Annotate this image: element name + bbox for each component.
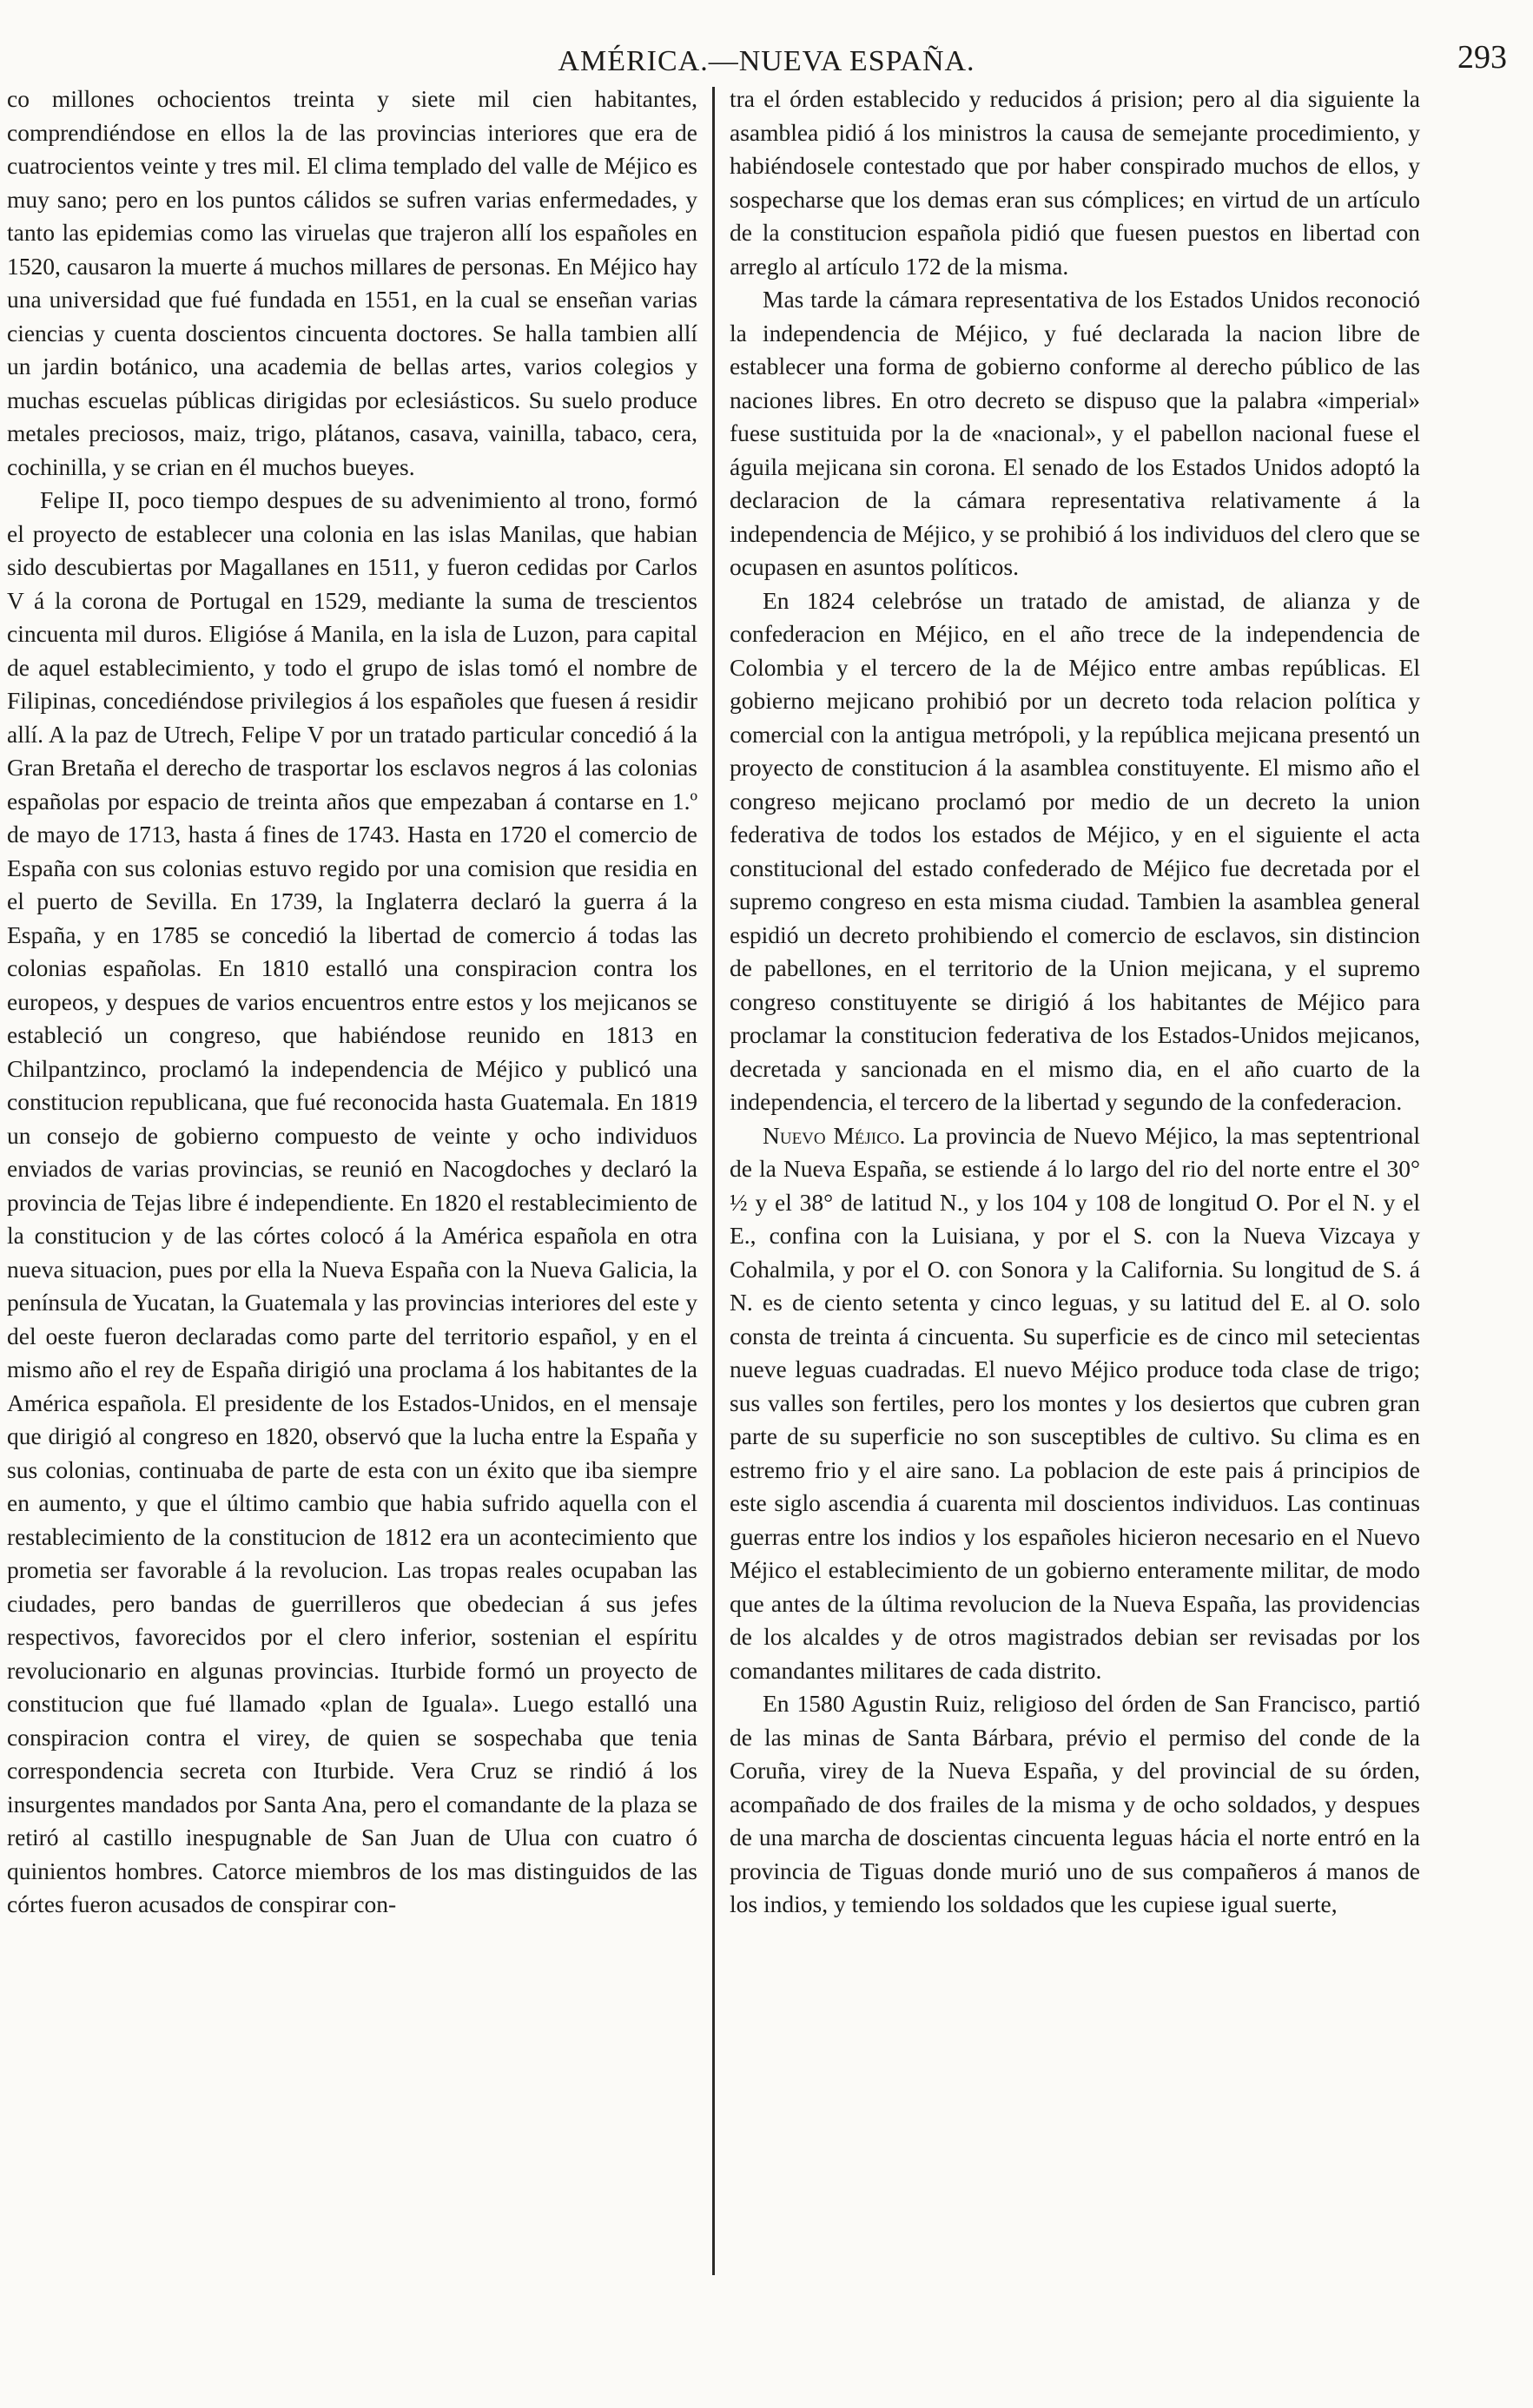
paragraph-text: La provincia de Nuevo Méjico, la mas septentrional de la Nueva España, se estiende á lo largo del rio del norte entre el 30° ½ y el 38° de latitud N., y los 104 y 108 de longitud O. Por el N. y el E., confina con la Luisiana, y por el S. con la Nueva Vizcaya y Cohalmila, y por el O. con Sonora y la California. Su longitud de S. á N. es de ciento setenta y cinco leguas, y su latitud del E. al O. solo consta de treinta á cincuenta. Su superficie es de cinco mil setecientas nueve leguas cuadradas. El nuevo Méjico produce toda clase de trigo; sus valles son fertiles, pero los montes y los desiertos que cubren gran parte de su superficie no son susceptibles de cultivo. Su clima es en estremo frio y el aire sano. La poblacion de este pais á principios de este siglo ascendia á cuarenta mil doscientos individuos. Las continuas guerras entre los indios y los españoles hicieron necesario en el Nuevo Méjico el establecimiento de un gobierno enteramente militar, de modo que antes de la última revolucion de la Nueva España, las providencias de los alcaldes y de otros magistrados debian ser revisadas por los comandantes militares de cada distrito. <box>730 1121 1420 1684</box>
column-divider <box>712 87 715 2275</box>
paragraph <box>730 1119 1420 1688</box>
paragraph: En 1580 Agustin Ruiz, religioso del órden de San Francisco, partió de las minas de Santa Bárbara, prévio el permiso del conde de la Coruña, virey de la Nueva España, y del provincial de su órden, acompañado de dos frailes de la misma y de ocho soldados, y despues de una marcha de doscientas cincuenta leguas hácia el norte entró en la provincia de Tiguas donde murió uno de sus compañeros á manos de los indios, y temiendo los soldados que les cupiese igual suerte, <box>730 1690 1420 1917</box>
left-column <box>7 82 697 1922</box>
paragraph: Mas tarde la cámara representativa de los Estados Unidos reconoció la independencia de Méjico, y fué declarada la nacion libre de establecer una forma de gobierno conforme al derecho público de las naciones libres. En otro decreto se dispuso que la palabra «imperial» fuese sustituida por la de «nacional», y el pabellon nacional fuese el águila mejicana sin corona. El senado de los Estados Unidos adoptó la declaracion de la cámara representativa relativamente á la independencia de Méjico, y se prohibió á los individuos del clero que se ocupasen en asuntos políticos. <box>730 286 1420 580</box>
running-header <box>0 33 1533 85</box>
right-column <box>730 82 1420 1922</box>
section-lead: Nuevo Méjico. <box>763 1121 906 1149</box>
page-number: 293 <box>1457 39 1507 76</box>
page-title: AMÉRICA.—NUEVA ESPAÑA. <box>558 45 975 77</box>
paragraph: tra el órden establecido y reducidos á prision; pero al dia siguiente la asamblea pidió á los ministros la causa de semejante procedimiento, y habiéndosele contestado que por haber conspirado muchos de ellos, y sospecharse que los demas eran sus cómplices; en virtud de un artículo de la constitucion española pidió que fuesen puestos en libertad con arreglo al artículo 172 de la misma. <box>730 85 1420 280</box>
paragraph: En 1824 celebróse un tratado de amistad, de alianza y de confederacion en Méjico, en el año trece de la independencia de Colombia y el tercero de la de Méjico entre ambas repúblicas. El gobierno mejicano prohibió por un decreto toda relacion política y comercial con la antigua metrópoli, y la república mejicana presentó un proyecto de constitucion á la asamblea constituyente. El mismo año el congreso mejicano proclamó por medio de un decreto la union federativa de todos los estados de Méjico, y en el siguiente el acta constitucional del estado confederado de Méjico fue decretada por el supremo congreso en esta misma ciudad. Tambien la asamblea general espidió un decreto prohibiendo el comercio de esclavos, sin distincion de pabellones, en el territorio de la Union mejicana, y el supremo congreso constituyente se dirigió á los habitantes de Méjico para proclamar la constitucion federativa de los Estados-Unidos mejicanos, decretada y sancionada en el mismo dia, en el año cuarto de la independencia, el tercero de la libertad y segundo de la confederacion. <box>730 586 1420 1115</box>
paragraph: Felipe II, poco tiempo despues de su advenimiento al trono, formó el proyecto de establecer una colonia en las islas Manilas, que habian sido descubiertas por Magallanes en 1511, y fueron cedidas por Carlos V á la corona de Portugal en 1529, mediante la suma de trescientos cincuenta mil duros. Eligióse á Manila, en la isla de Luzon, para capital de aquel establecimiento, y todo el grupo de islas tomó el nombre de Filipinas, concediéndose privilegios á los españoles que fuesen á residir allí. A la paz de Utrech, Felipe V por un tratado particular concedió á la Gran Bretaña el derecho de trasportar los esclavos negros á las colonias españolas por espacio de treinta años que empezaban á contarse en 1.º de mayo de 1713, hasta á fines de 1743. Hasta en 1720 el comercio de España con sus colonias estuvo regido por una comision que residia en el puerto de Sevilla. En 1739, la Inglaterra declaró la guerra á la España, y en 1785 se concedió la libertad de comercio á todas las colonias españolas. En 1810 estalló una conspiracion contra los europeos, y despues de varios encuentros entre estos y los mejicanos se estableció un congreso, que habiéndose reunido en 1813 en Chilpantzinco, proclamó la independencia de Méjico y publicó una constitucion republicana, que fué reconocida hasta Guatemala. En 1819 un consejo de gobierno compuesto de veinte y ocho individuos enviados de varias provincias, se reunió en Nacogdoches y declaró la provincia de Tejas libre é independiente. En 1820 el restablecimiento de la constitucion y de las córtes colocó á la América española en otra nueva situacion, pues por ella la Nueva España con la Nueva Galicia, la península de Yucatan, la Guatemala y las provincias interiores del este y del oeste fueron declaradas como parte del territorio español, y en el mismo año el rey de España dirigió una proclama á los habitantes de la América española. El presidente de los Estados-Unidos, en el mensaje que dirigió al congreso en 1820, observó que la lucha entre la España y sus colonias, continuaba de parte de esta con un éxito que iba siempre en aumento, y que el último cambio que habia sufrido aquella con el restablecimiento de la constitucion de 1812 era un acontecimiento que prometia ser favorable á la revolucion. Las tropas reales ocupaban las ciudades, pero bandas de guerrilleros que obedecian á sus jefes respectivos, favorecidos por el clero inferior, sostenian el espíritu revolucionario en algunas provincias. Iturbide formó un proyecto de constitucion que fué llamado «plan de Iguala». Luego estalló una conspiracion contra el virey, de quien se sospechaba que tenia correspondencia secreta con Iturbide. Vera Cruz se rindió á los insurgentes mandados por Santa Ana, pero el comandante de la plaza se retiró al castillo inespugnable de San Juan de Ulua con cuatro ó quinientos hombres. Catorce miembros de los mas distinguidos de las córtes fueron acusados de conspirar con- <box>7 486 697 1917</box>
paragraph: co millones ochocientos treinta y siete mil cien habitantes, comprendiéndose en ellos la de las provincias interiores que era de cuatrocientos veinte y tres mil. El clima templado del valle de Méjico es muy sano; pero en los puntos cálidos se sufren varias enfermedades, y tanto las epidemias como las viruelas que trajeron allí los españoles en 1520, causaron la muerte á muchos millares de personas. En Méjico hay una universidad que fué fundada en 1551, en la cual se enseñan varias ciencias y cuenta doscientos cincuenta doctores. Se halla tambien allí un jardin botánico, una academia de bellas artes, varios colegios y muchas escuelas públicas dirigidas por eclesiásticos. Su suelo produce metales preciosos, maiz, trigo, plátanos, casava, vainilla, tabaco, cera, cochinilla, y se crian en él muchos bueyes. <box>7 85 697 480</box>
